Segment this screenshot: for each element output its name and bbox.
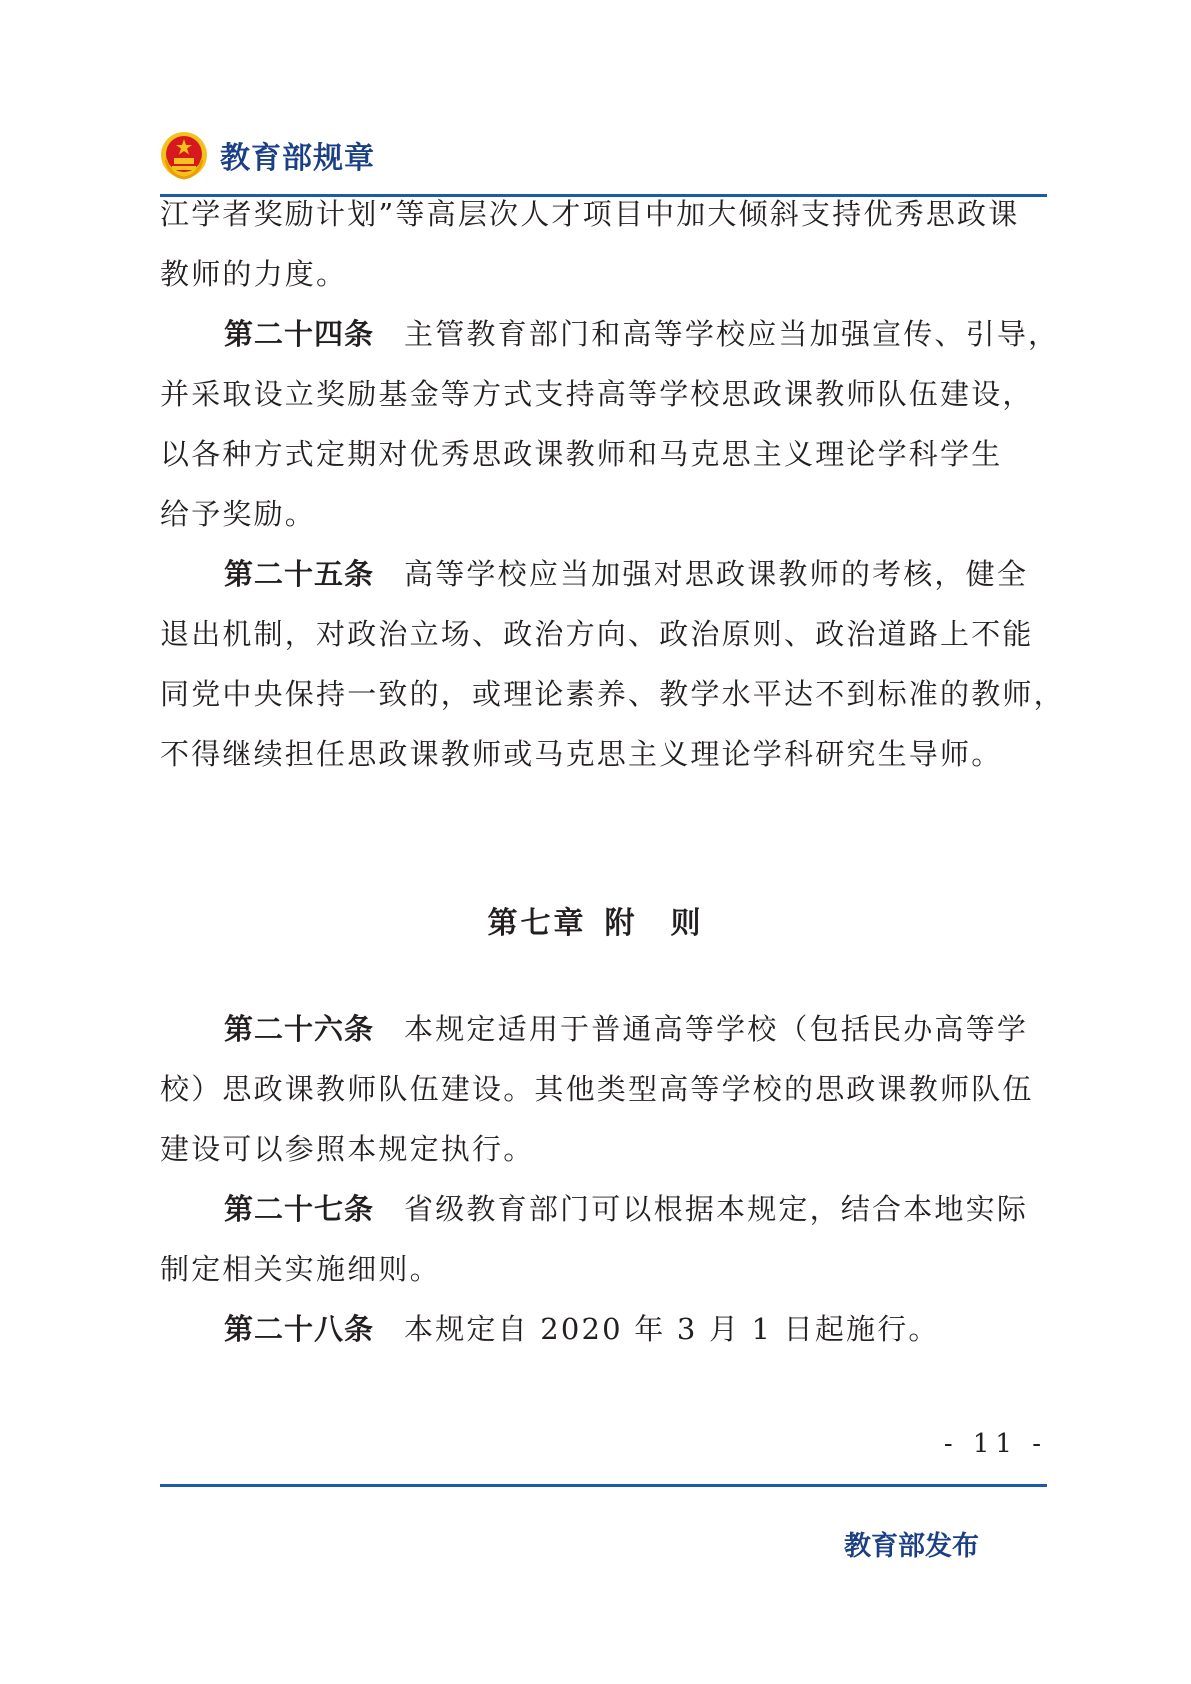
header-title: 教育部规章	[220, 141, 375, 176]
article-number: 第二十七条	[224, 1192, 375, 1226]
chapter-number: 第七章	[487, 906, 587, 941]
article-number: 第二十八条	[224, 1312, 375, 1346]
text-line: 不得继续担任思政课教师或马克思主义理论学科研究生导师。	[160, 737, 1003, 771]
text-line: 教师的力度。	[160, 257, 348, 291]
text-line: 制定相关实施细则。	[160, 1252, 441, 1286]
article-number: 第二十四条	[224, 317, 375, 351]
chapter-name: 附 则	[604, 906, 704, 941]
page-header	[160, 122, 375, 188]
text-line: 高等学校应当加强对思政课教师的考核，健全	[404, 557, 1029, 591]
text-line: 省级教育部门可以根据本规定，结合本地实际	[404, 1192, 1029, 1226]
text-line: 本规定自 2020 年 3 月 1 日起施行。	[404, 1312, 940, 1346]
chapter-heading	[0, 898, 1191, 942]
text-line: 退出机制，对政治立场、政治方向、政治原则、政治道路上不能	[160, 617, 1034, 651]
national-emblem-icon	[160, 130, 208, 180]
text-line: 给予奖励。	[160, 497, 317, 531]
page-number: - 11 -	[943, 1429, 1047, 1459]
text-line: 江学者奖励计划”等高层次人才项目中加大倾斜支持优秀思政课	[160, 197, 1020, 231]
text-line: 本规定适用于普通高等学校（包括民办高等学	[404, 1012, 1029, 1046]
article-number: 第二十六条	[224, 1012, 375, 1046]
footer-publisher: 教育部发布	[844, 1531, 979, 1562]
text-line: 建设可以参照本规定执行。	[160, 1132, 535, 1166]
article-number: 第二十五条	[224, 557, 375, 591]
text-line: 同党中央保持一致的，或理论素养、教学水平达不到标准的教师，	[160, 677, 1065, 711]
text-line: 以各种方式定期对优秀思政课教师和马克思主义理论学科学生	[160, 437, 1003, 471]
text-line: 并采取设立奖励基金等方式支持高等学校思政课教师队伍建设，	[160, 377, 1034, 411]
footer-rule	[160, 1484, 1047, 1487]
text-line: 主管教育部门和高等学校应当加强宣传、引导，	[404, 317, 1060, 351]
text-line: 校）思政课教师队伍建设。其他类型高等学校的思政课教师队伍	[160, 1072, 1034, 1106]
